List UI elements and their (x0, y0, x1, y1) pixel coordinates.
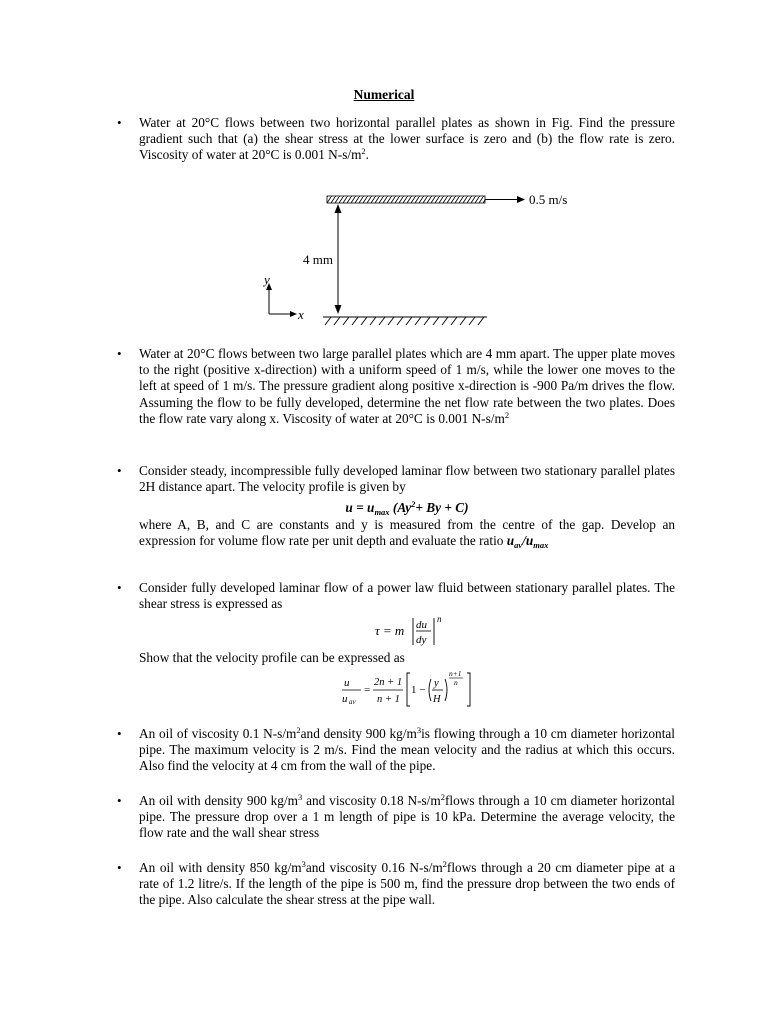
shear-stress-formula (371, 614, 471, 648)
upper-plate (327, 196, 485, 203)
velocity-profile-formula (339, 669, 479, 709)
parallel-plates-figure (255, 185, 585, 335)
svg-text:n: n (437, 614, 442, 625)
svg-text:n+1: n+1 (449, 668, 462, 678)
svg-text:dy: dy (416, 634, 427, 647)
gap-arrowhead-top (335, 204, 342, 213)
bullet: • (117, 346, 122, 361)
problem-1-text: Water at 20°C flows between two horizontal parallel plates as shown in Fig. Find the pressure gradient such that (a) the shear stress at the lower surface is zero and (b) the flow rate is zero. Viscosity of water at 20°C is 0.001 $N-s/m^2$. (139, 115, 675, 163)
problem-1 (117, 115, 675, 164)
velocity-profile-equation: $u = u_{max}$ $(Ay^2+ By + C)$ (345, 499, 469, 518)
y-axis-label: y (264, 272, 270, 287)
problem-5-text: An oil of viscosity 0.1 $N-s/m^2and$ density 900 $kg/m^3is$ flowing through a 10 cm diameter horizontal pipe. The maximum velocity is 2 m/s. Find the mean velocity and the radius at which this occurs. Also find the velocity at 4 cm from the wall of the pipe. (139, 725, 675, 774)
problem-6 (117, 792, 675, 842)
problem-3-text: where A, B, and C are constants and y is measured from the centre of the gap. Develop an expression for volume flow rate per unit depth and evaluate the ratio $u_{av}/u_{max}$ (139, 516, 675, 550)
svg-text:=: = (364, 683, 371, 696)
gap-arrowhead-bottom (335, 305, 342, 314)
problem-4-middle: Show that the velocity profile can be expressed as (139, 650, 405, 666)
bullet: • (117, 580, 122, 595)
problem-5 (117, 725, 675, 775)
svg-text:H: H (433, 693, 441, 705)
problem-4-intro: Consider fully developed laminar flow of a power law fluid between stationary parallel plates. The shear stress is expressed as (139, 580, 675, 612)
problem-3 (117, 463, 675, 550)
bullet: • (117, 726, 122, 741)
svg-text:2n + 1: 2n + 1 (374, 676, 403, 688)
problem-2 (117, 346, 675, 427)
x-axis-arrowhead (290, 311, 297, 317)
svg-text:u: u (344, 676, 350, 689)
bullet: • (117, 793, 122, 808)
svg-text:y: y (434, 677, 439, 689)
problem-7 (117, 859, 675, 909)
bullet: • (117, 463, 122, 478)
svg-text:u: u (342, 692, 348, 705)
gap-label: 4 mm (303, 252, 333, 267)
x-axis-label: x (298, 307, 304, 322)
svg-text:av: av (349, 697, 356, 706)
bullet: • (117, 115, 122, 130)
svg-text:n: n (454, 677, 458, 687)
problem-3-intro: Consider steady, incompressible fully developed laminar flow between two stationary parallel plates 2H distance apart. The velocity profile is given by (139, 463, 675, 495)
svg-text:τ = m: τ = m (375, 623, 405, 639)
problem-6-text: An oil with density 900 $kg/m^3$ and viscosity 0.18 $N-s/m^2flows$ through a 10 cm diameter horizontal pipe. The pressure drop over a 1 m length of pipe is 10 kPa. Determine the average velocity, the flow rate and the wall shear stress (139, 792, 675, 841)
svg-text:du: du (416, 619, 427, 632)
problem-4 (117, 580, 675, 711)
problem-2-text: Water at 20°C flows between two large parallel plates which are 4 mm apart. The upper plate moves to the right (positive x-direction) with a uniform speed of 1 m/s, while the lower one moves to the left at speed of 1 m/s. The pressure gradient along positive x-direction is -900 Pa/m drives the flow. Assuming the flow to be fully developed, determine the net flow rate between the two plates. Does the flow rate vary along x. Viscosity of water at 20°C is 0.001 $N-s/m^2$ (139, 346, 675, 426)
page-title: Numerical (353, 87, 415, 102)
problem-7-text: An oil with density 850 $kg/m^3and$ viscosity 0.16 $N-s/m^2flows$ through a 20 cm diameter pipe at a rate of 1.2 litre/s. If the length of the pipe is 500 m, find the pressure drop between the two ends of the pipe. Also calculate the shear stress at the pipe wall. (139, 859, 675, 908)
velocity-label: 0.5 m/s (529, 192, 568, 207)
lower-plate-hatching (325, 317, 484, 325)
bullet: • (117, 860, 122, 875)
svg-text:1 −: 1 − (411, 683, 426, 696)
svg-text:n + 1: n + 1 (377, 693, 400, 705)
velocity-arrowhead (517, 196, 525, 203)
